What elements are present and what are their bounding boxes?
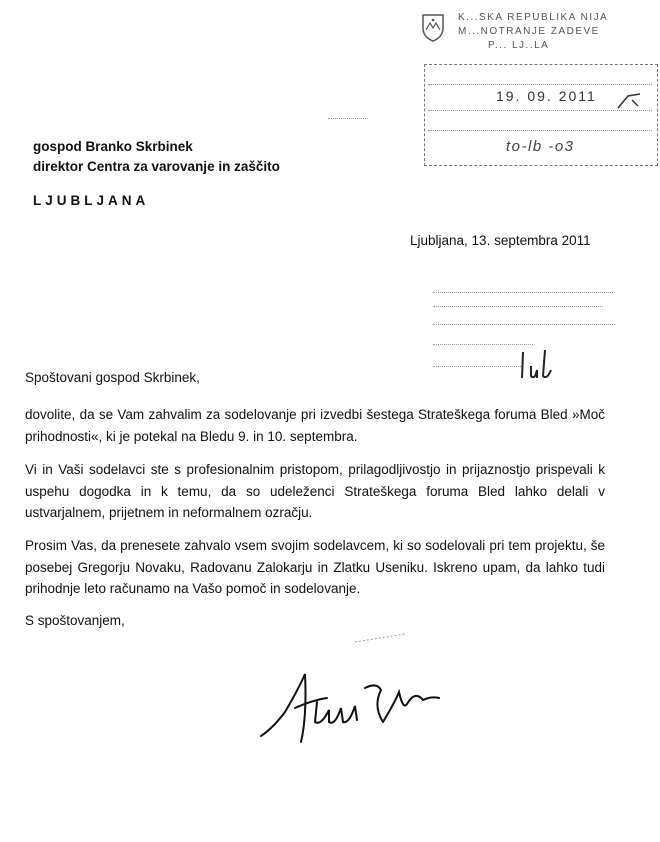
stamp-header-line3: P... LJ..LA bbox=[488, 40, 550, 51]
letter-paragraph: Vi in Vaši sodelavci ste s profesionalnim pristopom, prilagodljivostjo in prijaznostjo prispevali k uspehu dogodka in k temu, da so udeleženci Strateškega foruma Bled lahko delali v ustvarjalnem, prijetnem in neformalnem ozračju. bbox=[25, 462, 605, 520]
scan-speck bbox=[328, 118, 368, 121]
recipient-name: gospod Branko Skrbinek bbox=[33, 139, 193, 154]
stamp-header-line2: M...NOTRANJE ZADEVE bbox=[458, 26, 600, 37]
recipient-city: LJUBLJANA bbox=[33, 193, 150, 208]
registry-stamp bbox=[418, 8, 660, 180]
pen-mark-icon bbox=[614, 90, 644, 112]
letter-date: Ljubljana, 13. septembra 2011 bbox=[410, 233, 591, 248]
stamp-rule bbox=[433, 344, 533, 345]
stamp-rule bbox=[428, 84, 652, 85]
stamp-rule bbox=[433, 324, 615, 325]
letter-greeting: Spoštovani gospod Skrbinek, bbox=[25, 370, 200, 385]
stamp-rule bbox=[433, 306, 603, 307]
stamp-handwritten-number: to-lb -o3 bbox=[506, 138, 575, 155]
letter-paragraph: dovolite, da se Vam zahvalim za sodelovanje pri izvedbi šestega Strateškega foruma Bled »Moč prihodnosti«, ki je potekal na Bledu 9. in 10. septembra. bbox=[25, 407, 605, 444]
recipient-block bbox=[33, 137, 280, 177]
stamp-rule bbox=[428, 130, 652, 131]
signature-icon bbox=[255, 630, 455, 760]
crest-icon bbox=[420, 12, 446, 42]
stamp-date: 19. 09. 2011 bbox=[496, 88, 597, 104]
letter-closing: S spoštovanjem, bbox=[25, 613, 125, 628]
recipient-title: direktor Centra za varovanje in zaščito bbox=[33, 159, 280, 174]
stamp-header-line1: K...SKA REPUBLIKA NIJA bbox=[458, 12, 609, 23]
stamp-rule bbox=[433, 292, 613, 293]
letter-paragraph: Prosim Vas, da prenesete zahvalo vsem svojim sodelavcem, ki so sodelovali pri tem projektu, še posebej Gregorju Novaku, Radovanu Zalokarju in Zlatku Useniku. Iskreno upam, da lahko tudi prihodnje leto računamo na Vašo pomoč in sodelovanje. bbox=[25, 538, 605, 596]
